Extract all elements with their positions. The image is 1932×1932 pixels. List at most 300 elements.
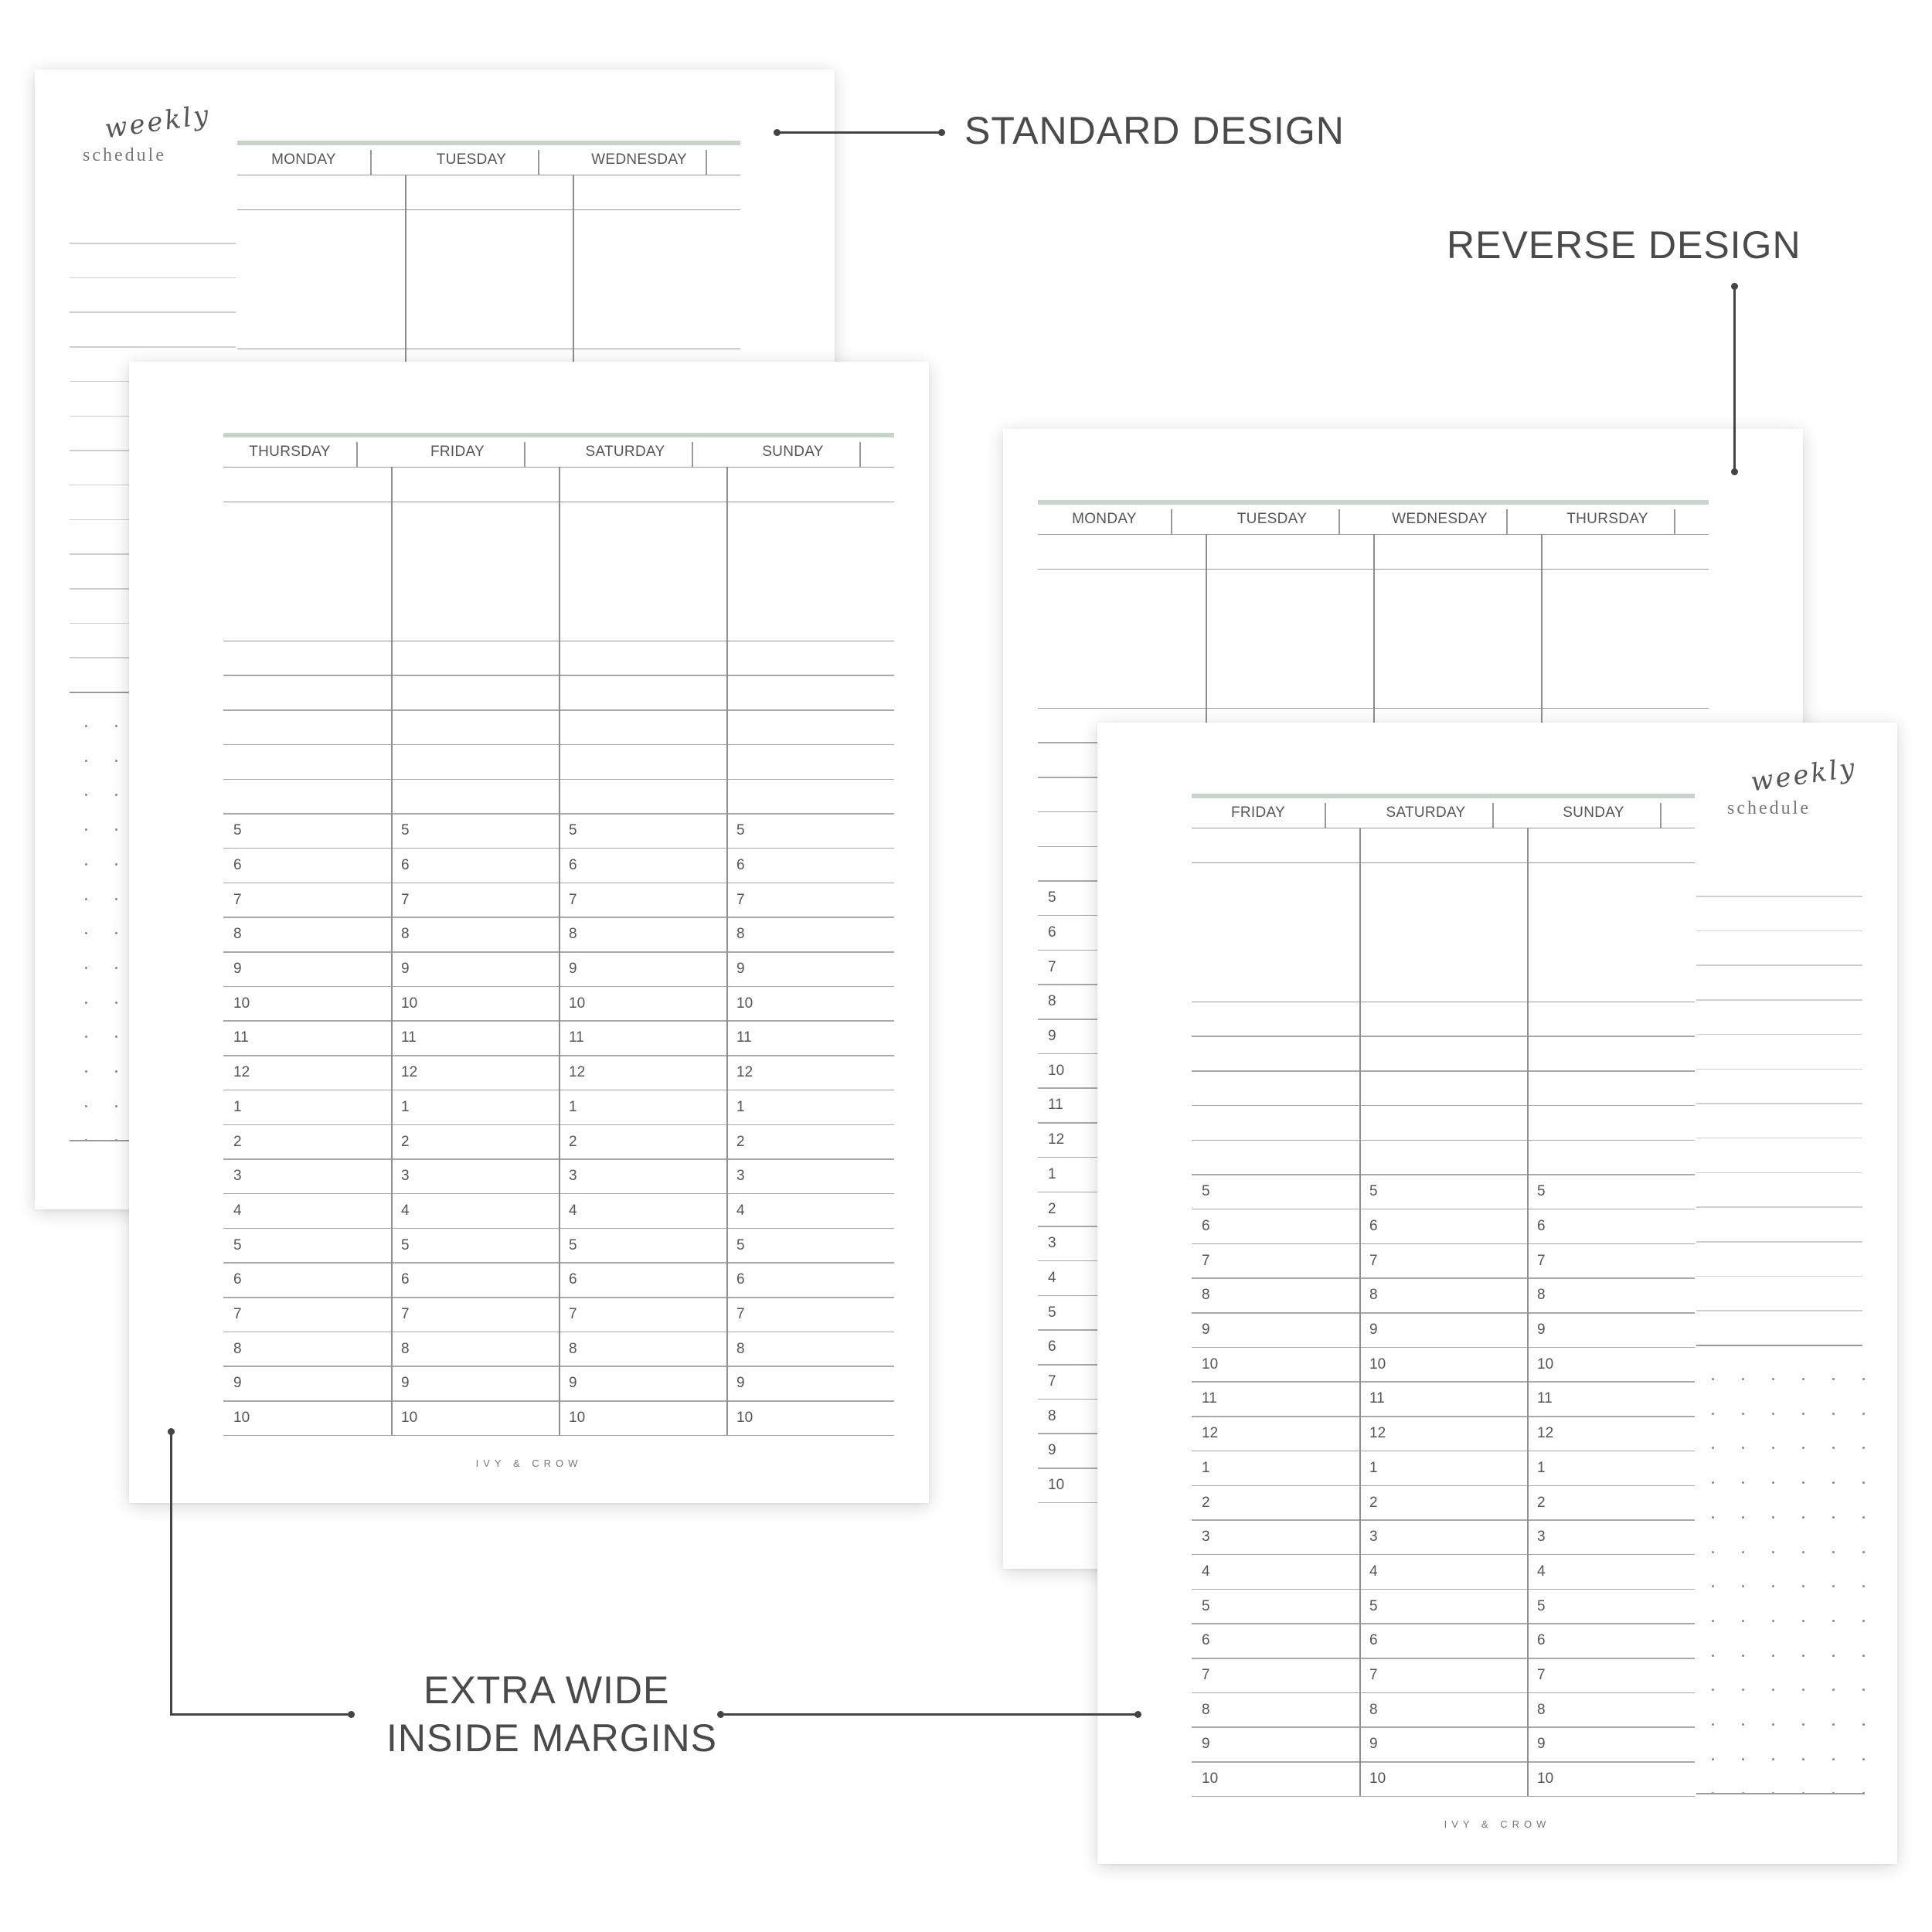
hour-label: 5 (569, 822, 577, 839)
hour-label: 9 (736, 961, 745, 977)
hour-label: 1 (1048, 1165, 1056, 1182)
hour-label: 4 (1202, 1563, 1210, 1580)
hour-label: 11 (736, 1029, 752, 1046)
hour-label: 8 (569, 1340, 577, 1357)
header-divider (1506, 509, 1508, 534)
hour-label: 6 (1369, 1632, 1378, 1649)
day-name: SUNDAY (1563, 804, 1624, 821)
row-line (1192, 1692, 1695, 1694)
dot-grid-dot (1712, 1723, 1714, 1726)
dot-grid-dot (1802, 1516, 1804, 1519)
hour-label: 10 (1202, 1355, 1219, 1372)
hour-label: 3 (401, 1168, 410, 1185)
hour-label: 7 (401, 1306, 410, 1322)
row-line (1192, 1070, 1695, 1072)
row-line (1192, 1554, 1695, 1556)
row-line (1192, 1036, 1695, 1037)
hour-label: 8 (401, 926, 410, 943)
hour-label: 8 (1537, 1287, 1546, 1304)
hour-label: 8 (1048, 1407, 1056, 1424)
notes-line (1696, 930, 1862, 932)
hour-label: 6 (401, 1271, 410, 1288)
header-divider (1171, 509, 1172, 534)
dot-grid-dot (1742, 1723, 1744, 1726)
hour-label: 10 (1202, 1770, 1219, 1787)
hour-label: 1 (1202, 1459, 1210, 1476)
hour-label: 6 (736, 1271, 745, 1288)
reverse-design-label: REVERSE DESIGN (1447, 223, 1801, 267)
hour-label: 10 (401, 1410, 418, 1427)
hour-label: 4 (401, 1202, 410, 1219)
hour-label: 1 (569, 1098, 577, 1115)
hour-label: 12 (736, 1064, 753, 1081)
callout-dot (938, 129, 945, 136)
hour-label: 3 (1369, 1529, 1378, 1546)
day-header (1373, 505, 1541, 535)
dot-grid-dot (1772, 1723, 1774, 1726)
dot-grid-dot (1832, 1689, 1835, 1691)
dot-grid-dot (1802, 1723, 1804, 1726)
notes-bottom-line (1696, 1793, 1862, 1794)
dot-grid-dot (1862, 1792, 1865, 1794)
hour-label: 8 (569, 926, 577, 943)
dot-grid-dot (1862, 1723, 1865, 1726)
hour-label: 12 (1369, 1425, 1386, 1442)
notes-line (1696, 1034, 1862, 1036)
hour-label: 9 (233, 961, 242, 977)
hour-label: 4 (1048, 1269, 1056, 1286)
header-divider (356, 442, 358, 467)
hour-label: 9 (569, 1375, 577, 1392)
hour-label: 5 (233, 822, 242, 839)
hour-label: 10 (569, 1410, 586, 1427)
dot-grid-dot (115, 1002, 117, 1004)
hour-label: 6 (569, 856, 577, 873)
column-divider (1359, 828, 1361, 1796)
day-name: MONDAY (1072, 511, 1137, 527)
dot-grid-dot (1832, 1413, 1835, 1415)
header-divider (692, 442, 693, 467)
dot-grid-dot (1862, 1413, 1865, 1415)
dot-grid-dot (115, 1036, 117, 1038)
row-line (1192, 862, 1695, 864)
hour-label: 12 (1537, 1425, 1554, 1442)
schedule-title: schedule (83, 145, 166, 165)
notes-line (70, 243, 236, 244)
hour-label: 5 (1537, 1597, 1546, 1614)
dot-grid-dot (1862, 1620, 1865, 1622)
dot-grid-dot (1712, 1551, 1714, 1553)
hour-label: 8 (1202, 1287, 1210, 1304)
column-divider (1527, 828, 1529, 1796)
dot-grid-dot (1802, 1585, 1804, 1587)
dot-grid-dot (1832, 1481, 1835, 1484)
hour-label: 6 (401, 856, 410, 873)
weekly-script-title: weekly (102, 99, 213, 145)
hour-label: 6 (1537, 1632, 1546, 1649)
row-line (1192, 1174, 1695, 1175)
column-divider (726, 467, 728, 1435)
row-line (1192, 1589, 1695, 1590)
header-divider (706, 150, 707, 175)
hour-label: 2 (233, 1133, 242, 1150)
standard-design-label: STANDARD DESIGN (964, 109, 1345, 152)
hour-label: 9 (1048, 1442, 1056, 1459)
hour-label: 5 (736, 822, 745, 839)
hour-label: 9 (401, 1375, 410, 1392)
column-divider (391, 467, 393, 1435)
hour-label: 1 (233, 1098, 242, 1115)
hour-label: 7 (1369, 1667, 1378, 1683)
dot-grid-dot (85, 1002, 87, 1004)
dot-grid-dot (1832, 1620, 1835, 1622)
day-grid (223, 433, 894, 1437)
hour-label: 10 (1537, 1355, 1554, 1372)
hour-label: 9 (1202, 1321, 1210, 1338)
hour-label: 10 (1048, 1062, 1065, 1079)
row-line (237, 209, 740, 211)
hour-label: 3 (736, 1168, 745, 1185)
hour-label: 5 (1537, 1183, 1546, 1200)
hour-label: 8 (233, 1340, 242, 1357)
hour-label: 2 (1537, 1494, 1546, 1511)
dot-grid-dot (115, 1105, 117, 1107)
hour-label: 5 (401, 1236, 410, 1253)
dot-grid-dot (1742, 1585, 1744, 1587)
row-line (1192, 1451, 1695, 1452)
day-name: THURSDAY (249, 444, 331, 460)
hour-label: 9 (736, 1375, 745, 1392)
hour-label: 11 (1369, 1390, 1385, 1407)
hour-label: 4 (569, 1202, 577, 1219)
row-line (1192, 1796, 1695, 1798)
dot-grid-dot (1802, 1620, 1804, 1622)
notes-line (1696, 999, 1862, 1001)
hour-label: 1 (1369, 1459, 1378, 1476)
row-line (1192, 1381, 1695, 1383)
hour-label: 2 (569, 1133, 577, 1150)
hour-label: 2 (1369, 1494, 1378, 1511)
row-line (1192, 1209, 1695, 1210)
hour-label: 11 (233, 1029, 249, 1046)
hour-label: 7 (1202, 1252, 1210, 1269)
dot-grid-dot (115, 725, 117, 727)
row-line (1192, 1105, 1695, 1107)
hour-label: 7 (233, 891, 242, 908)
hour-label: 6 (736, 856, 745, 873)
hour-label: 8 (1537, 1701, 1546, 1718)
day-name: SUNDAY (762, 444, 824, 460)
hour-label: 9 (401, 961, 410, 977)
day-header (1359, 798, 1527, 828)
day-header (573, 145, 740, 175)
day-name: WEDNESDAY (591, 151, 687, 168)
hour-label: 6 (1048, 923, 1056, 940)
dot-grid-dot (115, 828, 117, 831)
day-name: TUESDAY (436, 151, 507, 168)
dot-grid-dot (115, 1070, 117, 1073)
hour-label: 9 (233, 1375, 242, 1392)
dot-grid-dot (115, 932, 117, 934)
hour-label: 10 (736, 1410, 753, 1427)
hour-label: 1 (736, 1098, 745, 1115)
dot-grid-dot (1862, 1378, 1865, 1380)
hour-label: 10 (1369, 1355, 1386, 1372)
hour-label: 5 (569, 1236, 577, 1253)
dot-grid-dot (85, 828, 87, 831)
hour-label: 12 (401, 1064, 418, 1081)
dot-grid-dot (85, 1070, 87, 1073)
hour-label: 4 (1369, 1563, 1378, 1580)
hour-label: 9 (1369, 1736, 1378, 1753)
dot-grid-dot (1772, 1447, 1774, 1449)
margins-label-line2: INSIDE MARGINS (386, 1716, 717, 1760)
margins-callout-line-right (720, 1713, 1138, 1716)
hour-label: 9 (1537, 1321, 1546, 1338)
dot-grid-dot (1832, 1516, 1835, 1519)
hour-label: 3 (233, 1168, 242, 1185)
hour-label: 1 (401, 1098, 410, 1115)
day-header (1206, 505, 1373, 535)
row-line (1192, 1277, 1695, 1279)
hour-label: 8 (736, 1340, 745, 1357)
day-name: WEDNESDAY (1392, 511, 1488, 527)
callout-dot (774, 129, 781, 136)
dot-grid-dot (115, 863, 117, 866)
dot-grid-dot (115, 760, 117, 762)
margins-callout-line-left-horizontal (170, 1713, 350, 1716)
standard-right-page (129, 362, 929, 1503)
hour-label: 8 (233, 926, 242, 943)
dot-grid-dot (1772, 1620, 1774, 1622)
day-name: TUESDAY (1236, 511, 1308, 527)
day-header (405, 145, 573, 175)
dot-grid-dot (1772, 1585, 1774, 1587)
hour-label: 9 (1537, 1736, 1546, 1753)
hour-label: 1 (1537, 1459, 1546, 1476)
callout-dot (717, 1711, 724, 1718)
hour-label: 7 (736, 1306, 745, 1322)
hour-label: 7 (1202, 1667, 1210, 1683)
dot-grid-dot (1712, 1481, 1714, 1484)
dot-grid-dot (1802, 1378, 1804, 1380)
dot-grid-dot (1712, 1447, 1714, 1449)
margins-label-line1: EXTRA WIDE (423, 1668, 670, 1712)
dot-grid-dot (85, 760, 87, 762)
dot-grid-dot (85, 932, 87, 934)
row-line (1192, 1658, 1695, 1659)
hour-label: 5 (233, 1236, 242, 1253)
callout-dot (1731, 283, 1738, 290)
dot-grid-dot (1832, 1758, 1835, 1760)
hour-label: 7 (1369, 1252, 1378, 1269)
hour-label: 10 (401, 995, 418, 1012)
dot-grid-dot (1742, 1516, 1744, 1519)
callout-dot (1731, 468, 1738, 475)
hour-label: 3 (1202, 1529, 1210, 1546)
dot-grid-dot (1802, 1447, 1804, 1449)
hour-label: 9 (1202, 1736, 1210, 1753)
dot-grid-dot (1712, 1585, 1714, 1587)
dot-grid-dot (1772, 1758, 1774, 1760)
hour-label: 12 (569, 1064, 586, 1081)
hour-label: 7 (401, 891, 410, 908)
hour-label: 7 (569, 1306, 577, 1322)
header-divider (1660, 803, 1662, 828)
hour-label: 4 (736, 1202, 745, 1219)
hour-label: 10 (233, 1410, 250, 1427)
hour-label: 2 (401, 1133, 410, 1150)
hour-label: 10 (233, 995, 250, 1012)
hour-label: 9 (569, 961, 577, 977)
notes-line (1696, 896, 1862, 897)
header-divider (1492, 803, 1494, 828)
row-line (237, 349, 740, 350)
dot-grid-dot (1862, 1689, 1865, 1691)
hour-label: 6 (1369, 1217, 1378, 1234)
day-header (1527, 798, 1695, 828)
dot-grid-dot (115, 794, 117, 796)
header-divider (524, 442, 526, 467)
hour-label: 6 (1537, 1217, 1546, 1234)
dot-grid-dot (1712, 1620, 1714, 1622)
dot-grid-dot (1802, 1551, 1804, 1553)
hour-label: 5 (1202, 1183, 1210, 1200)
dot-grid-dot (1712, 1413, 1714, 1415)
dot-grid-dot (1742, 1689, 1744, 1691)
standard-callout-line (777, 131, 943, 134)
dot-grid-dot (115, 898, 117, 900)
hour-label: 5 (1048, 1304, 1056, 1321)
hour-label: 11 (569, 1029, 584, 1046)
callout-dot (348, 1711, 355, 1718)
dot-grid-dot (1802, 1758, 1804, 1760)
dot-grid-dot (1832, 1585, 1835, 1587)
hour-label: 11 (1048, 1097, 1063, 1114)
hour-label: 11 (1202, 1390, 1217, 1407)
hour-label: 9 (1369, 1321, 1378, 1338)
day-header (223, 437, 391, 468)
column-divider (559, 467, 560, 1435)
hour-label: 6 (1202, 1217, 1210, 1234)
notes-line (70, 311, 236, 313)
hour-label: 5 (1202, 1597, 1210, 1614)
hour-label: 7 (233, 1306, 242, 1322)
row-line (223, 1435, 894, 1437)
dot-grid-dot (1742, 1378, 1744, 1380)
schedule-title: schedule (1727, 798, 1811, 818)
dot-grid-dot (1742, 1481, 1744, 1484)
hour-label: 7 (1048, 958, 1056, 975)
dot-grid-dot (1832, 1655, 1835, 1657)
hour-label: 10 (569, 995, 586, 1012)
header-divider (370, 150, 372, 175)
hour-label: 5 (1369, 1183, 1378, 1200)
row-line (1192, 1416, 1695, 1417)
dot-grid-dot (1802, 1655, 1804, 1657)
notes-line (1696, 1103, 1862, 1104)
hour-label: 5 (1369, 1597, 1378, 1614)
dot-grid-dot (1772, 1689, 1774, 1691)
hour-label: 4 (233, 1202, 242, 1219)
row-line (1192, 1002, 1695, 1003)
row-line (1192, 1519, 1695, 1521)
dot-grid-dot (1802, 1689, 1804, 1691)
row-line (1192, 1243, 1695, 1245)
hour-label: 11 (401, 1029, 417, 1046)
day-header (237, 145, 405, 175)
reverse-callout-line (1733, 287, 1736, 473)
notes-line (1696, 1172, 1862, 1174)
day-header (559, 437, 726, 468)
dot-grid-dot (85, 1036, 87, 1038)
hour-label: 6 (1202, 1632, 1210, 1649)
day-name: FRIDAY (430, 444, 485, 460)
hour-label: 12 (1202, 1425, 1219, 1442)
day-name: SATURDAY (1386, 804, 1466, 821)
notes-line (1696, 1310, 1862, 1311)
dot-grid-dot (1712, 1689, 1714, 1691)
dot-grid-dot (1742, 1447, 1744, 1449)
hour-label: 4 (1537, 1563, 1546, 1580)
dot-grid-dot (1742, 1413, 1744, 1415)
dot-grid-dot (1772, 1516, 1774, 1519)
hour-label: 6 (233, 856, 242, 873)
hour-label: 9 (1048, 1028, 1056, 1044)
dot-grid-dot (85, 863, 87, 866)
header-divider (538, 150, 539, 175)
row-line (1192, 1623, 1695, 1624)
dot-grid-dot (1832, 1723, 1835, 1726)
dot-grid-dot (1772, 1481, 1774, 1484)
hour-label: 7 (1537, 1252, 1546, 1269)
dot-grid-dot (1772, 1378, 1774, 1380)
hour-label: 5 (1048, 889, 1056, 906)
dot-grid-dot (1832, 1551, 1835, 1553)
notes-line (1696, 964, 1862, 966)
dot-grid-dot (1772, 1655, 1774, 1657)
hour-label: 6 (569, 1271, 577, 1288)
hour-label: 8 (1369, 1287, 1378, 1304)
notes-line (1696, 1276, 1862, 1277)
hour-label: 7 (1537, 1667, 1546, 1683)
notes-column (1696, 723, 1862, 1864)
dot-grid-dot (1742, 1655, 1744, 1657)
notes-divider (1696, 1345, 1862, 1346)
hour-label: 2 (1202, 1494, 1210, 1511)
callout-dot (168, 1428, 175, 1435)
dot-grid-dot (1802, 1481, 1804, 1484)
dot-grid-dot (1712, 1516, 1714, 1519)
dot-grid-dot (85, 1105, 87, 1107)
row-line (1192, 1485, 1695, 1487)
hour-label: 5 (736, 1236, 745, 1253)
dot-grid-dot (85, 725, 87, 727)
header-divider (1338, 509, 1340, 534)
hour-label: 6 (1048, 1338, 1056, 1355)
dot-grid-dot (1772, 1413, 1774, 1415)
hour-label: 2 (736, 1133, 745, 1150)
brand-footer: IVY & CROW (1444, 1818, 1551, 1830)
dot-grid-dot (1862, 1585, 1865, 1587)
hour-label: 8 (401, 1340, 410, 1357)
hour-label: 7 (736, 891, 745, 908)
day-header (1038, 505, 1206, 535)
dot-grid-dot (1862, 1481, 1865, 1484)
row-line (1192, 1761, 1695, 1763)
dot-grid-dot (1862, 1758, 1865, 1760)
notes-line (1696, 1138, 1862, 1139)
